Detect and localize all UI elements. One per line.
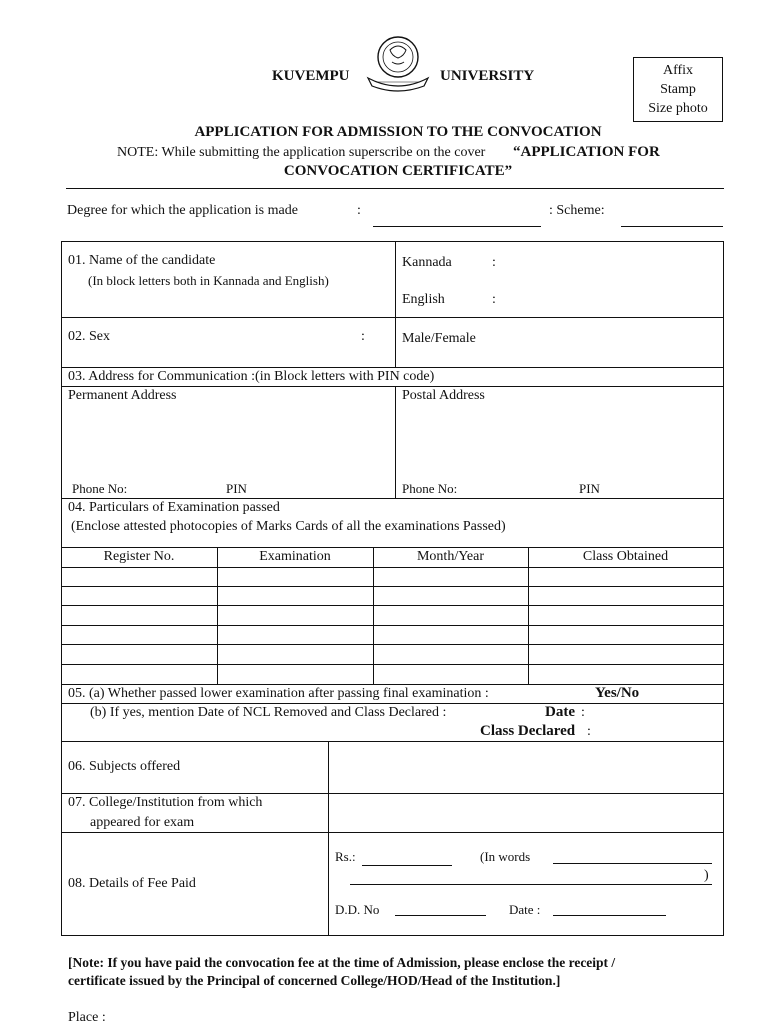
row-line <box>61 386 724 387</box>
q8-label: 08. Details of Fee Paid <box>68 876 196 891</box>
q2-label: 02. Sex <box>68 329 110 344</box>
q6-label: 06. Subjects offered <box>68 759 181 774</box>
q4-label: 04. Particulars of Examination passed <box>68 500 280 515</box>
row-line <box>61 241 724 242</box>
q2-colon: : <box>361 329 365 344</box>
exam-row-line <box>61 586 724 587</box>
q1-english-colon: : <box>492 292 496 307</box>
address-divider <box>395 386 396 498</box>
header-divider <box>66 188 724 189</box>
q5b-label: (b) If yes, mention Date of NCL Removed and Class Declared : <box>90 705 447 720</box>
postal-pin-label: PIN <box>579 481 600 496</box>
row-line <box>61 741 724 742</box>
q5b-class-declared: Class Declared <box>480 723 576 739</box>
photo-box-line-2: Stamp <box>660 82 696 97</box>
postal-address-label: Postal Address <box>402 388 485 403</box>
exam-row-line <box>61 605 724 606</box>
exam-row-line <box>61 567 724 568</box>
q2-value: Male/Female <box>402 331 476 346</box>
dd-no-field[interactable] <box>395 915 486 916</box>
row-line <box>61 935 724 936</box>
row-line <box>61 367 724 368</box>
postal-phone-label: Phone No: <box>402 481 458 496</box>
degree-colon: : <box>357 203 361 218</box>
q5a-label: 05. (a) Whether passed lower examination after passing final examination : <box>68 686 489 701</box>
degree-label: Degree for which the application is made <box>67 203 298 218</box>
q5b-date: Date <box>545 704 575 720</box>
photo-box-line-1: Affix <box>662 63 694 78</box>
university-emblem-icon <box>362 30 434 96</box>
exam-row-line <box>61 644 724 645</box>
fee-in-words-label: (In words <box>480 849 531 864</box>
photo-box <box>633 57 723 122</box>
col-register-no: Register No. <box>103 549 175 564</box>
exam-row-line <box>61 625 724 626</box>
q5b-class-declared-colon: : <box>587 724 591 739</box>
note-line-1: [Note: If you have paid the convocation fee at the time of Admission, please enclose the receipt / <box>68 955 616 970</box>
col-class-obtained: Class Obtained <box>582 549 669 564</box>
permanent-pin-label: PIN <box>226 481 247 496</box>
fee-close-paren: ) <box>704 868 709 883</box>
note-line-2: certificate issued by the Principal of concerned College/HOD/Head of the Institution.] <box>68 973 561 988</box>
row-line <box>61 832 724 833</box>
q5a-value: Yes/No <box>595 685 640 701</box>
q1-label: 01. Name of the candidate <box>68 253 216 268</box>
q5b-date-colon: : <box>581 705 585 720</box>
row-line <box>61 547 724 548</box>
note-bold-1: “APPLICATION FOR <box>513 144 660 160</box>
q1-sub: (In block letters both in Kannada and English) <box>88 273 329 288</box>
q6-q8-divider <box>328 741 329 935</box>
photo-box-line-3: Size photo <box>648 101 708 116</box>
fee-in-words-field-2[interactable] <box>350 884 712 885</box>
fee-rs-field[interactable] <box>362 865 452 866</box>
dd-no-label: D.D. No <box>335 902 380 917</box>
university-name-right: UNIVERSITY <box>440 68 535 84</box>
row-line <box>61 793 724 794</box>
q1-english: English <box>402 292 445 307</box>
q4-sub: (Enclose attested photocopies of Marks Cards of all the examinations Passed) <box>71 519 506 534</box>
university-name-left: KUVEMPU <box>272 68 350 84</box>
fee-in-words-field[interactable] <box>553 863 712 864</box>
permanent-phone-label: Phone No: <box>72 481 128 496</box>
degree-field[interactable] <box>373 226 541 227</box>
q7-label-2: appeared for exam <box>90 815 195 830</box>
note-bold-2: CONVOCATION CERTIFICATE” <box>283 163 513 179</box>
row-line <box>61 703 724 704</box>
scheme-field[interactable] <box>621 226 723 227</box>
place-label: Place : <box>68 1010 106 1025</box>
q1-kannada-colon: : <box>492 255 496 270</box>
scheme-label: : Scheme: <box>549 203 605 218</box>
row-line <box>61 317 724 318</box>
dd-date-field[interactable] <box>553 915 666 916</box>
q3-label: 03. Address for Communication :(in Block letters with PIN code) <box>68 369 435 384</box>
exam-row-line <box>61 664 724 665</box>
q1-kannada: Kannada <box>402 255 452 270</box>
permanent-address-label: Permanent Address <box>68 388 177 403</box>
row-line <box>61 498 724 499</box>
dd-date-label: Date : <box>509 902 541 917</box>
col-month-year: Month/Year <box>416 549 485 564</box>
name-sex-divider <box>395 241 396 367</box>
form-title: APPLICATION FOR ADMISSION TO THE CONVOCATION <box>194 124 602 140</box>
fee-rs-label: Rs.: <box>335 849 356 864</box>
q7-label-1: 07. College/Institution from which <box>68 795 263 810</box>
col-examination: Examination <box>259 549 331 564</box>
note-prefix: NOTE: While submitting the application superscribe on the cover <box>117 145 486 160</box>
